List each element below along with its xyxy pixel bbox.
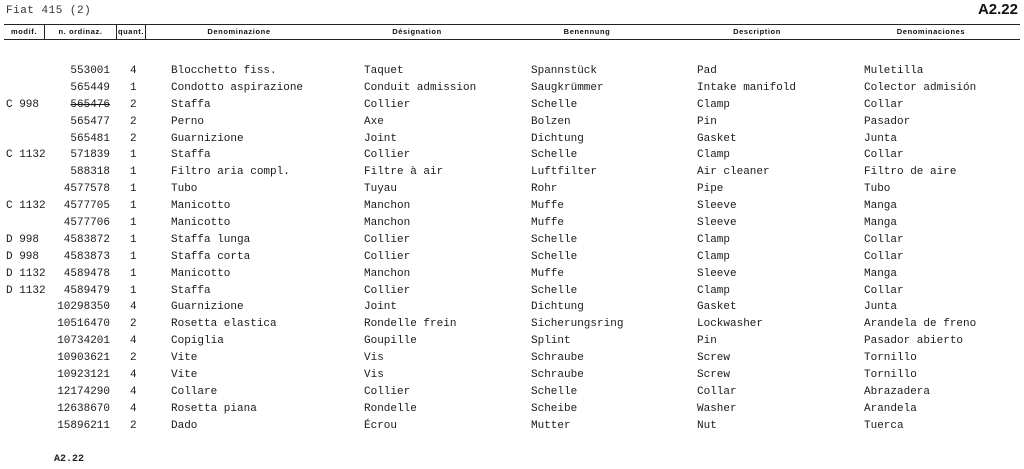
modif-code: C 1132 [6,200,46,213]
name-german: Schelle [531,149,578,162]
column-header-number: n. ordinaz. [58,27,103,36]
quantity: 1 [130,149,137,162]
name-italian: Rosetta elastica [171,318,277,331]
name-italian: Filtro aria compl. [171,166,290,179]
name-german: Mutter [531,419,571,432]
name-english: Lockwasher [697,318,764,331]
name-italian: Blocchetto fiss. [171,65,277,77]
parts-table [0,63,1024,435]
name-english: Washer [697,402,737,415]
name-french: Collier [364,385,411,398]
part-number: 10734201 [57,335,110,348]
name-german: Schelle [531,250,578,263]
modif-code: D 998 [6,250,40,263]
name-french: Taquet [364,65,404,77]
name-italian: Vite [171,369,198,382]
name-french: Collier [364,284,411,297]
name-english: Clamp [697,284,731,297]
quantity: 1 [130,200,137,213]
name-spanish: Manga [864,200,898,213]
quantity: 1 [130,81,137,94]
name-french: Tuyau [364,183,398,196]
modif-code: D 1132 [6,267,46,280]
name-german: Saugkrümmer [531,81,604,94]
name-english: Intake manifold [697,81,797,94]
table-row [0,147,1024,164]
name-english: Pad [697,65,717,77]
name-italian: Manicotto [171,267,231,280]
name-italian: Rosetta piana [171,402,257,415]
modif-code: D 998 [6,233,40,246]
quantity: 1 [130,183,137,196]
quantity: 2 [130,352,137,365]
quantity: 1 [130,166,137,179]
name-spanish: Tornillo [864,352,917,365]
name-italian: Vite [171,352,198,365]
part-number: 10903621 [57,352,110,365]
name-spanish: Collar [864,233,904,246]
name-german: Schelle [531,98,578,111]
name-french: Vis [364,369,384,382]
quantity: 1 [130,250,137,263]
column-header-italian: Denominazione [207,27,271,36]
name-spanish: Arandela de freno [864,318,977,331]
name-english: Pin [697,115,717,128]
name-italian: Collare [171,385,218,398]
name-french: Rondelle [364,402,417,415]
part-number: 15896211 [57,419,110,432]
name-english: Sleeve [697,217,737,230]
name-spanish: Manga [864,217,898,230]
name-italian: Guarnizione [171,301,244,314]
name-french: Collier [364,98,411,111]
part-number: 12174290 [57,385,110,398]
name-german: Bolzen [531,115,571,128]
name-spanish: Pasador [864,115,911,128]
modif-code: C 998 [6,98,40,111]
name-english: Clamp [697,98,731,111]
name-italian: Staffa [171,98,211,111]
table-row [0,164,1024,181]
name-french: Collier [364,233,411,246]
part-number: 565476 [70,98,110,111]
quantity: 4 [130,65,137,77]
name-german: Schelle [531,385,578,398]
name-spanish: Collar [864,98,904,111]
name-french: Filtre à air [364,166,444,179]
quantity: 1 [130,284,137,297]
part-number: 565449 [70,81,110,94]
name-french: Manchon [364,217,411,230]
quantity: 2 [130,115,137,128]
name-spanish: Pasador abierto [864,335,964,348]
name-german: Schraube [531,352,584,365]
name-french: Vis [364,352,384,365]
table-row [0,299,1024,316]
name-english: Screw [697,352,731,365]
part-number: 588318 [70,166,110,179]
name-english: Clamp [697,233,731,246]
quantity: 2 [130,318,137,331]
name-german: Luftfilter [531,166,598,179]
part-number: 4589479 [63,284,110,297]
quantity: 4 [130,369,137,382]
name-german: Schelle [531,233,578,246]
name-german: Dichtung [531,301,584,314]
quantity: 4 [130,301,137,314]
table-row [0,418,1024,435]
name-italian: Tubo [171,183,198,196]
name-italian: Dado [171,419,198,432]
name-italian: Condotto aspirazione [171,81,304,94]
name-french: Joint [364,132,398,145]
part-number: 4577578 [63,183,110,196]
name-german: Muffe [531,200,565,213]
name-german: Sicherungsring [531,318,624,331]
part-number: 4577705 [63,200,110,213]
part-number: 10298350 [57,301,110,314]
name-english: Clamp [697,250,731,263]
name-english: Sleeve [697,200,737,213]
name-italian: Manicotto [171,217,231,230]
quantity: 4 [130,385,137,398]
table-row [0,181,1024,198]
part-number: 4589478 [63,267,110,280]
column-header-english: Description [733,27,781,36]
name-spanish: Collar [864,149,904,162]
name-english: Collar [697,385,737,398]
part-number: 12638670 [57,402,110,415]
name-spanish: Collar [864,250,904,263]
name-english: Gasket [697,301,737,314]
table-row [0,333,1024,350]
table-row [0,249,1024,266]
part-number: 4577706 [63,217,110,230]
name-german: Scheibe [531,402,578,415]
table-row [0,384,1024,401]
name-english: Nut [697,419,717,432]
header-rule-bottom [4,39,1020,40]
column-header-spanish: Denominaciones [896,27,966,36]
name-german: Muffe [531,217,565,230]
part-number: 4583872 [63,233,110,246]
part-number: 553001 [70,65,110,77]
table-row [0,401,1024,418]
part-number: 565481 [70,132,110,145]
name-german: Rohr [531,183,558,196]
quantity: 2 [130,132,137,145]
name-french: Écrou [364,419,398,432]
name-french: Manchon [364,200,411,213]
table-row [0,350,1024,367]
name-french: Collier [364,149,411,162]
name-french: Collier [364,250,411,263]
name-english: Pipe [697,183,724,196]
page-title: Fiat 415 (2) [6,5,92,17]
name-spanish: Tornillo [864,369,917,382]
name-spanish: Tubo [864,183,891,196]
name-spanish: Abrazadera [864,385,931,398]
name-spanish: Junta [864,301,898,314]
table-row [0,215,1024,232]
part-number: 10516470 [57,318,110,331]
modif-code: D 1132 [6,284,46,297]
name-french: Rondelle frein [364,318,457,331]
name-spanish: Tuerca [864,419,904,432]
name-english: Clamp [697,149,731,162]
name-spanish: Junta [864,132,898,145]
name-german: Schelle [531,284,578,297]
table-row [0,80,1024,97]
name-english: Pin [697,335,717,348]
page-code: A2.22 [977,1,1018,18]
column-header-quantity: quant. [117,27,145,36]
name-french: Conduit admission [364,81,477,94]
name-french: Manchon [364,267,411,280]
table-row [0,63,1024,80]
table-row [0,367,1024,384]
name-french: Joint [364,301,398,314]
name-spanish: Filtro de aire [864,166,957,179]
name-french: Axe [364,115,384,128]
table-row [0,266,1024,283]
name-german: Splint [531,335,571,348]
name-spanish: Manga [864,267,898,280]
quantity: 1 [130,217,137,230]
table-row [0,283,1024,300]
table-row [0,131,1024,148]
column-header-german: Benennung [563,27,611,36]
name-italian: Guarnizione [171,132,244,145]
modif-code: C 1132 [6,149,46,162]
table-row [0,232,1024,249]
part-number: 565477 [70,115,110,128]
name-spanish: Colector admisión [864,81,977,94]
part-number: 4583873 [63,250,110,263]
name-spanish: Collar [864,284,904,297]
table-row [0,114,1024,131]
quantity: 2 [130,98,137,111]
quantity: 4 [130,335,137,348]
name-german: Dichtung [531,132,584,145]
name-italian: Staffa [171,149,211,162]
quantity: 4 [130,402,137,415]
name-spanish: Arandela [864,402,917,415]
name-german: Muffe [531,267,565,280]
name-italian: Manicotto [171,200,231,213]
name-italian: Perno [171,115,205,128]
name-english: Screw [697,369,731,382]
name-english: Sleeve [697,267,737,280]
name-italian: Staffa lunga [171,233,251,246]
quantity: 1 [130,233,137,246]
name-french: Goupille [364,335,417,348]
footer-code: A2.22 [54,454,85,465]
table-row [0,316,1024,333]
column-header-modif: modif. [10,27,38,36]
column-header-french: Désignation [392,27,442,36]
name-italian: Staffa [171,284,211,297]
name-german: Schraube [531,369,584,382]
name-english: Gasket [697,132,737,145]
name-german: Spannstück [531,65,598,77]
name-italian: Staffa corta [171,250,251,263]
part-number: 10923121 [57,369,110,382]
table-row [0,97,1024,114]
table-row [0,198,1024,215]
name-italian: Copiglia [171,335,224,348]
quantity: 2 [130,419,137,432]
part-number: 571839 [70,149,110,162]
name-spanish: Muletilla [864,65,924,77]
quantity: 1 [130,267,137,280]
name-english: Air cleaner [697,166,770,179]
